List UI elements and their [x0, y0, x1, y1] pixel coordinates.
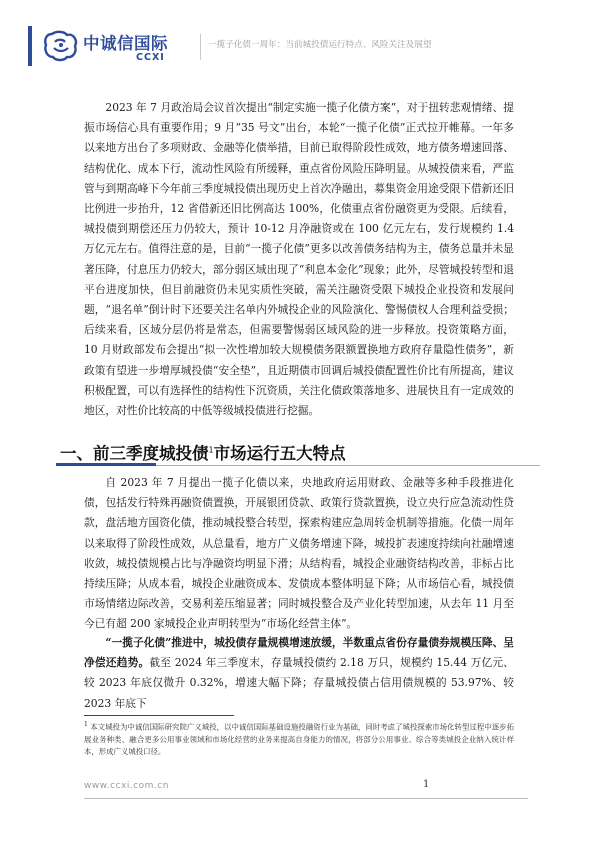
header-divider: [200, 34, 201, 60]
footnote: [84, 719, 514, 759]
footnote-reference[interactable]: 1: [208, 445, 214, 455]
logo-english-name: CCXI: [136, 52, 165, 63]
paragraph-rest: 截至 2024 年三季度末，存量城投债约 2.18 万只，规模约 15.44 万亿元、较 2023 年底仅微升 0.32%，增速大幅下降；存量城投债占信用债规模的 53.97%、较 2023 年底下: [84, 656, 514, 710]
section-heading: [60, 440, 346, 464]
page-header: [0, 0, 595, 78]
body-paragraph-3: [84, 633, 514, 714]
body-paragraph-2: 自 2023 年 7 月提出一揽子化债以来，央地政府运用财政、金融等多种手段推进化债，包括发行特殊再融资债置换，开展银团贷款、政策行贷款置换，设立央行应急流动性贷款，盘活地方国资化债，推动城投整合转型，探索构建应急周转金机制等措施。化债一周年以来取得了阶段性成效，从总量看，地方广义债务增速下降，城投扩表速度持续向社融增速收敛，城投债规模占比与净融资均明显下滑；从结构看，城投企业融资结构改善，非标占比持续压降；从成本看，城投企业融资成本、发债成本整体明显下降；从市场信心看，城投债市场情绪边际改善，交易利差压缩显著；同时城投整合及产业化转型加速，从去年 11 月至今已有超 200 家城投企业声明转型为“市场化经营主体”。: [84, 476, 514, 631]
logo-accent-bar: [28, 26, 32, 66]
page-number: 1: [423, 779, 430, 790]
footer-url[interactable]: www.ccxi.com.cn: [84, 781, 169, 791]
footnote-mark: 1: [84, 721, 88, 728]
report-title: 一揽子化债一周年：当前城投债运行特点、风险关注及展望: [208, 40, 432, 50]
section-title-part2: 市场运行五大特点: [213, 444, 346, 463]
ccxi-logo-icon: [42, 30, 80, 62]
footnote-text: 本文城投为中诚信国际研究院广义城投，以中诚信国际基础设施投融资行业为基础，同时考虑了城投探索市场化转型过程中逐步拓展业务种类、融合更多公用事业领域和市场化经营的业务来提高自身能力的情况，将部分公用事业、综合等类城投企业纳入统计样本，形成广义城投口径。: [84, 722, 514, 757]
section-title-part1: 一、前三季度城投债: [60, 444, 209, 463]
intro-paragraph: 2023 年 7 月政治局会议首次提出“制定实施一揽子化债方案”，对于扭转悲观情绪、提振市场信心具有重要作用；9 月“35 号文”出台，本轮“一揽子化债”正式拉开帷幕。一年多以来地方出台了多项财政、金融等化债举措，目前已取得阶段性成效，地方债务增速回落、结构优化、成本下行，流动性风险有所缓释，重点省份风险压降明显。从城投债来看，严监管与到期高峰下今年前三季度城投债出现历史上首次净融出，募集资金用途受限下借新还旧比例进一步抬升，12 省借新还旧比例高达 100%，化债重点省份融资更为受限。后续看，城投债到期偿还压力仍较大，预计 10-12 月净融资或在 100 亿元左右，发行规模约 1.4 万亿元左右。值得注意的是，目前“一揽子化债”更多以改善债务结构为主，债务总量并未显著压降，付息压力仍较大，部分弱区域出现了“利息本金化”现象；此外，尽管城投转型和退平台进度加快，但目前融资仍未见实质性突破，需关注融资受限下城投企业投资和发展问题，“退名单”倒计时下还要关注名单内外城投企业的风险演化、警惕债权人合理利益受损；后续来看，区域分层仍将是常态，但需要警惕弱区域风险的进一步释放。投资策略方面，10 月财政部发布会提出“拟一次性增加较大规模债务限额置换地方政府存量隐性债务”，新政策有望进一步增厚城投债“安全垫”，且近期债市回调后城投债配置性价比有所提高，建议积极配置，可以有选择性的结构性下沉资质，关注化债政策落地多、进展快且有一定成效的地区，对性价比较高的中低等级城投债进行挖掘。: [84, 101, 514, 418]
footnote-rule: [84, 715, 234, 716]
section-accent-bar: [56, 463, 156, 466]
logo-chinese-name: 中诚信国际: [83, 34, 168, 53]
paragraph-bold-lead: “一揽子化债”推进中，城投债存量规模增速放缓，半数重点省份存量债券规模压降、呈净偿还趋势。: [84, 636, 514, 670]
footer-rule: [84, 798, 528, 799]
